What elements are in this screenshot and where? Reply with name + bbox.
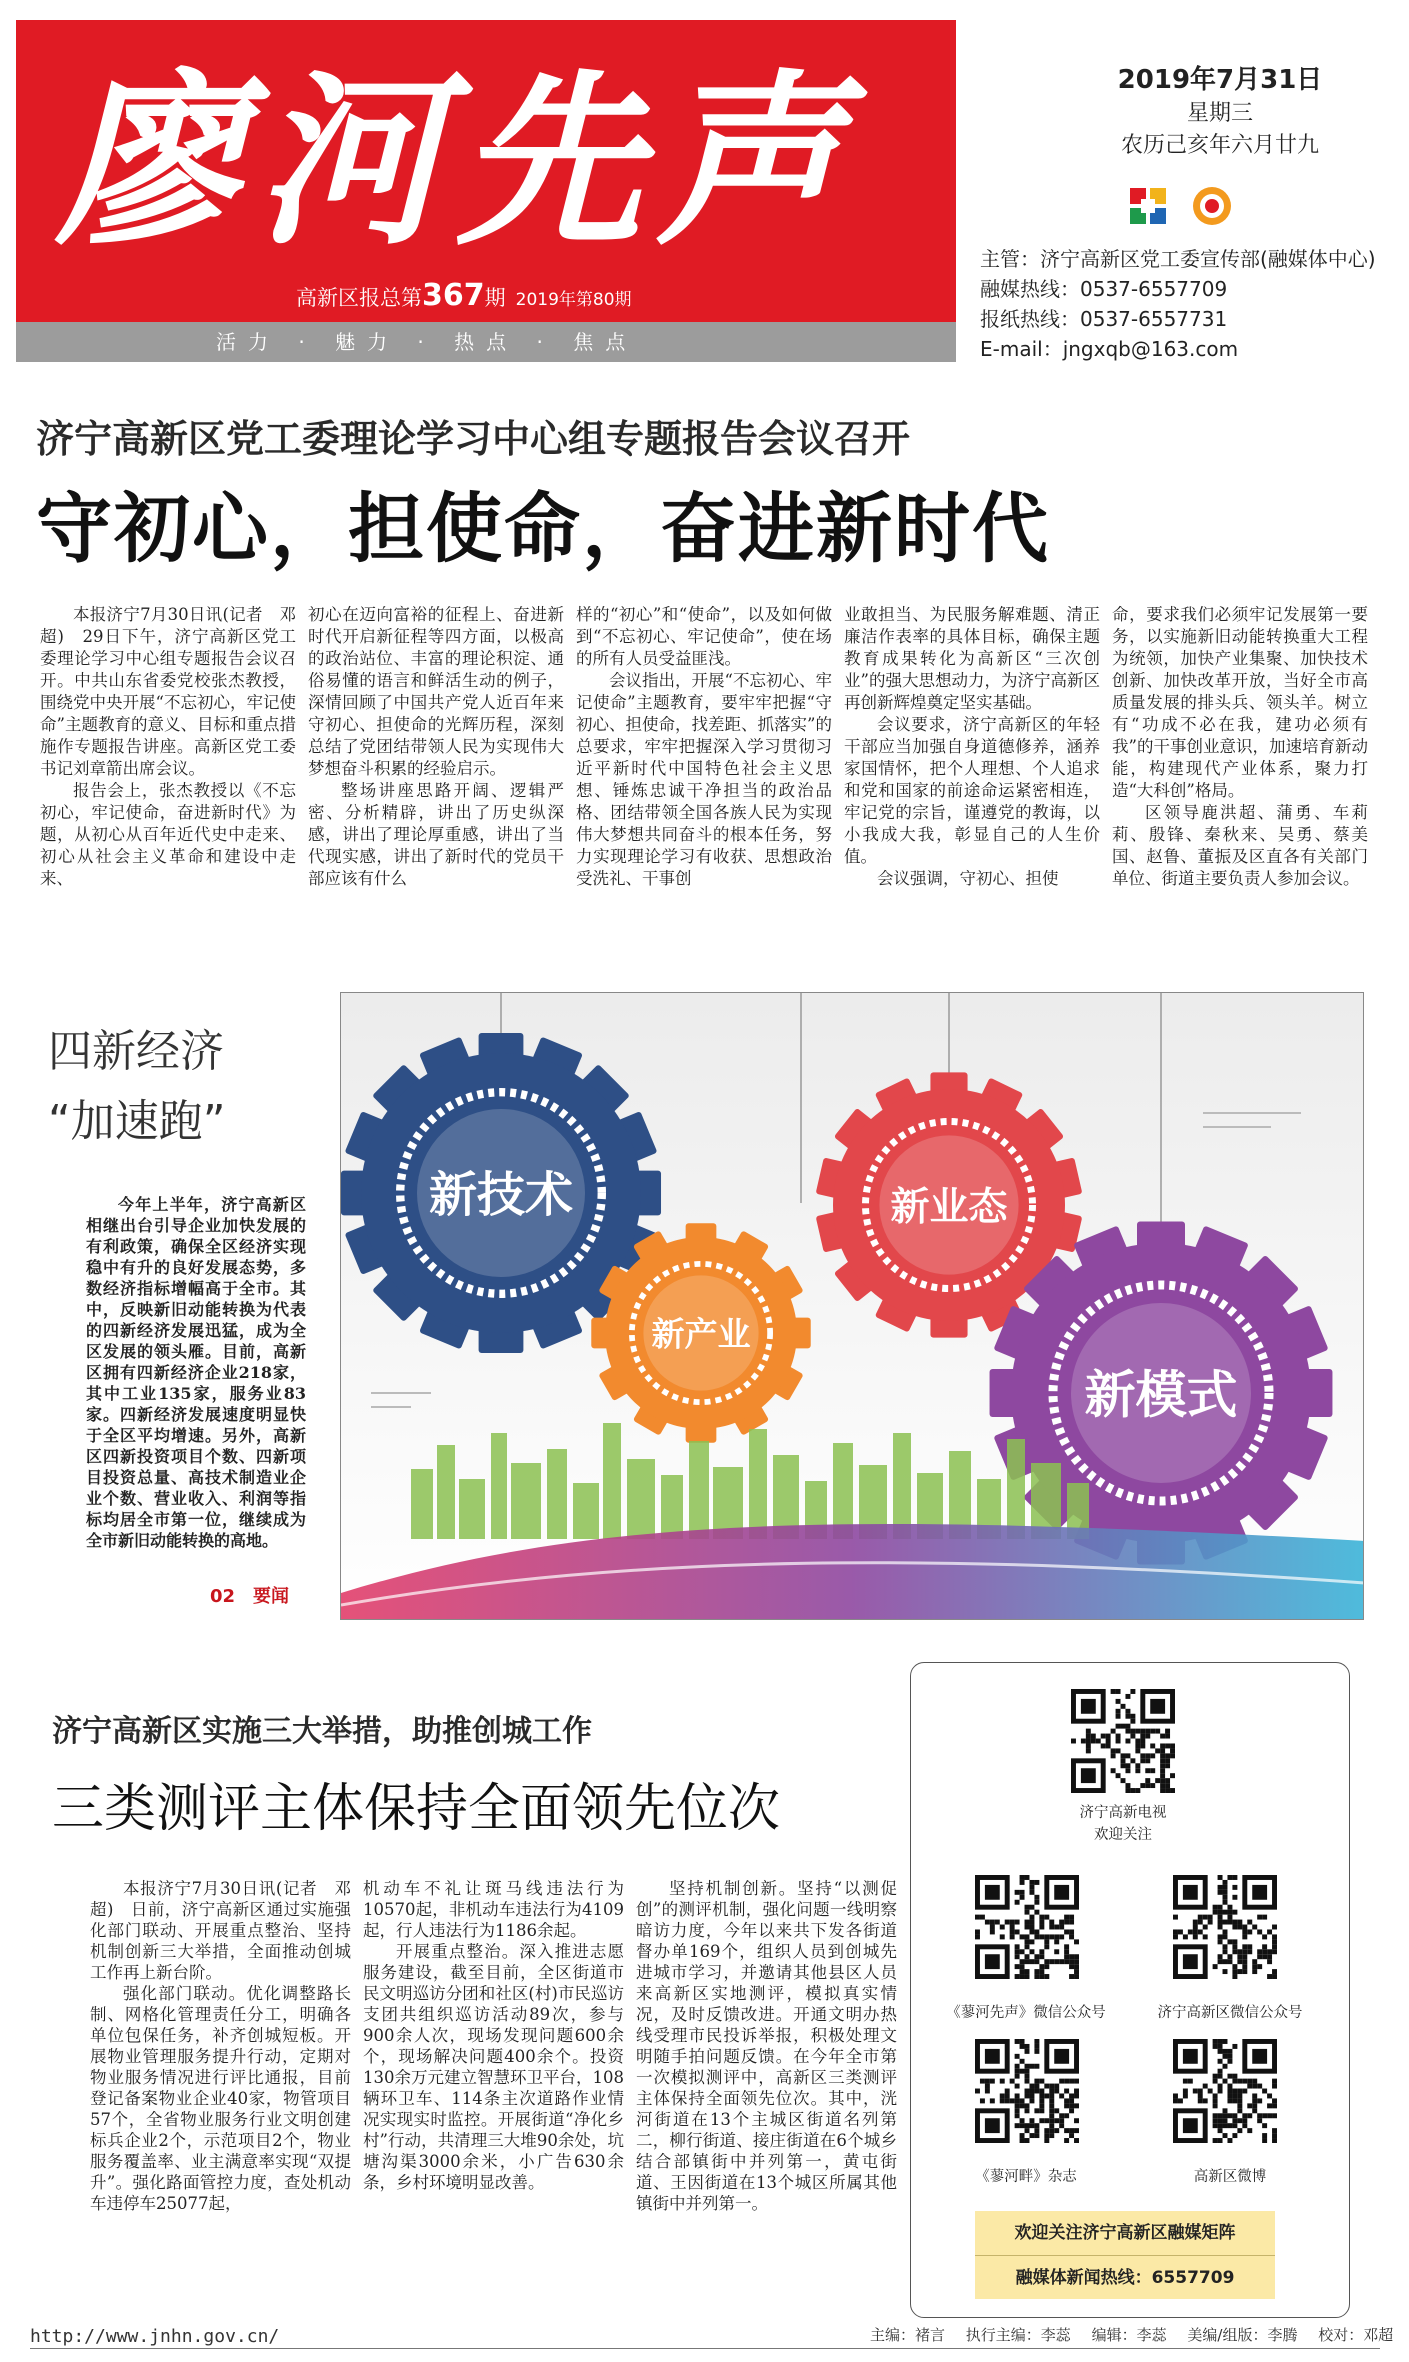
- paragraph: 样的“初心”和“使命”，以及如何做到“不忘初心、牢记使命”，使在场的所有人员受益匪浅。: [576, 605, 832, 668]
- paper-hotline: 报纸热线：0537-6557731: [980, 307, 1228, 331]
- editor: 编辑：李蕊: [1091, 2326, 1167, 2344]
- issue-date: 2019年7月31日: [1117, 65, 1323, 95]
- story1-column: [1106, 604, 1374, 948]
- proofreader: 校对：邓超: [1318, 2326, 1394, 2344]
- magazine-qr-code-icon[interactable]: [975, 2039, 1079, 2143]
- gear-label: 新技术: [428, 1167, 574, 1224]
- tv-qr-code-icon[interactable]: [1071, 1689, 1175, 1793]
- paragraph: 机动车不礼让斑马线违法行为10570起，非机动车违法行为4109起，行人违法行为1186余起。: [363, 1879, 624, 1940]
- gear-label: 新产业: [651, 1314, 751, 1354]
- paragraph: 本报济宁7月30日讯(记者 邓超) 日前，济宁高新区通过实施强化部门联动、开展重点整治、坚持机制创新三大举措，全面推动创城工作再上新台阶。: [90, 1879, 351, 1982]
- paragraph: 本报济宁7月30日讯(记者 邓超) 29日下午，济宁高新区党工委理论学习中心组专题报告会议召开。中共山东省委党校张杰教授，围绕党中央开展“不忘初心，牢记使命”主题教育的意义、目标和重点措施作专题报告讲座。高新区党工委书记刘章箭出席会议。: [40, 605, 296, 778]
- story1-body: [34, 604, 1374, 948]
- story1-column: [570, 604, 838, 948]
- issue-info: [296, 278, 632, 313]
- paragraph: 命，要求我们必须牢记发展第一要务，以实施新旧动能转换重大工程为统领，加快产业集聚、加快技术创新、加快改革开放，当好全市高质量发展的排头兵、领头羊。树立有“功成不必在我，建功必须有我”的干事创业意识，加速培育新动能，构建现代产业体系，聚力打造“大科创”格局。: [1112, 605, 1368, 800]
- story1-column: [838, 604, 1106, 948]
- story2-headline: 三类测评主体保持全面领先位次: [52, 1779, 781, 1839]
- story2-column: [84, 1878, 357, 2298]
- paragraph: 强化部门联动。优化调整路长制、网格化管理责任分工，明确各单位包保任务，补齐创城短板。开展物业管理服务提升行动，定期对物业服务情况进行评比通报，目前登记备案物业企业40家，物管项目57个，全省物业服务行业文明创建标兵企业2个，示范项目2个，物业服务覆盖率、业主满意率实现“双提升”。强化路面管控力度，查处机动车违停车25077起，: [90, 1984, 351, 2213]
- gear-illustration: [341, 993, 1364, 1620]
- wechat-qr-label: 《蓼河先声》微信公众号: [946, 2005, 1106, 2021]
- year-issue: 2019年第80期: [515, 290, 632, 310]
- media-matrix-banner: [975, 2211, 1275, 2299]
- qr-pattern-icon: [1071, 1689, 1175, 1793]
- feature-text: 今年上半年，济宁高新区相继出台引导企业加快发展的有利政策，确保全区经济实现稳中有升的良好发展态势，多数经济指标增幅高于全市。其中，反映新旧动能转换为代表的四新经济发展迅猛，成为全区发展的领头雁。目前，高新区拥有四新经济企业218家，其中工业135家，服务业83家。四新经济发展速度明显快于全区平均增速。另外，高新区四新投资项目个数、四新项目投资总量、高技术制造业企业个数、营业收入、利润等指标均居全市第一位，继续成为全市新旧动能转换的高地。: [86, 1195, 306, 1550]
- slogan: 活力 · 魅力 · 热点 · 焦点: [216, 330, 638, 354]
- paragraph: 开展重点整治。深入推进志愿服务建设，截至目前，全区街道市民文明巡访分团和社区(村)市民巡访支团共组织巡访活动89次，参与900余人次，现场发现问题600余个，现场解决问题400余个。投资130余万元建立智慧环卫平台，108辆环卫车、114条主次道路作业情况实现实时监控。开展街道“净化乡村”行动，共清理三大堆90余处，坑塘沟渠3000余米，小广告630余条，乡村环境明显改善。: [363, 1942, 624, 2192]
- chief-editor: 主编：褚言: [870, 2326, 946, 2344]
- story2-body: [84, 1878, 904, 2298]
- issue-prefix: 高新区报总第: [296, 286, 422, 310]
- paragraph: 报告会上，张杰教授以《不忘初心，牢记使命，奋进新时代》为题，从初心从百年近代史中走来、初心从社会主义革命和建设中走来、: [40, 781, 296, 888]
- website-link[interactable]: http://www.jnhn.gov.cn/: [30, 2326, 280, 2347]
- wechat2-qr-label: 济宁高新区微信公众号: [1157, 2005, 1303, 2021]
- contact-info: [980, 244, 1376, 364]
- issue-number: 367: [422, 278, 485, 313]
- paragraph: 会议要求，济宁高新区的年轻干部应当加强自身道德修养，涵养家国情怀，把个人理想、个人追求和党和国家的前途命运紧密相连，牢记党的宗旨，谨遵党的教诲，以小我成大我，彰显自己的人生价值。: [844, 715, 1100, 866]
- masthead: [16, 20, 956, 362]
- email-line: E-mail：jngxqb@163.com: [980, 337, 1239, 361]
- qr-pattern-icon: [975, 2039, 1079, 2143]
- paragraph: 业敢担当、为民服务解难题、清正廉洁作表率的具体目标，确保主题教育成果转化为高新区“三次创业”的强大思想动力，为济宁高新区再创新辉煌奠定坚实基础。: [844, 605, 1100, 712]
- story1-column: [34, 604, 302, 948]
- banner-line1: 欢迎关注济宁高新区融媒矩阵: [1014, 2223, 1236, 2243]
- paragraph: 整场讲座思路开阔、逻辑严密、分析精辟，讲出了历史纵深感，讲出了理论厚重感，讲出了当代现实感，讲出了新时代的党员干部应该有什么: [308, 781, 564, 888]
- editor-credits: [870, 2324, 1409, 2345]
- tv-qr-label1: 济宁高新电视: [1079, 1805, 1167, 1821]
- gear-label: 新业态: [890, 1185, 1008, 1231]
- feature-title-line1: 四新经济: [48, 1026, 224, 1077]
- lunar-date: 农历己亥年六月廿九: [1120, 133, 1319, 158]
- media-matrix-box: [910, 1662, 1350, 2318]
- weibo-qr-label: 高新区微博: [1193, 2169, 1267, 2185]
- weibo-qr-code-icon[interactable]: [1173, 2039, 1277, 2143]
- designer: 美编/组版：李腾: [1187, 2326, 1298, 2344]
- paragraph: 会议强调，守初心、担使: [877, 869, 1059, 888]
- wechat-qr-code-icon[interactable]: [975, 1875, 1079, 1979]
- paragraph: 坚持机制创新。坚持“以测促创”的测评机制，强化问题一线明察暗访力度，今年以来共下发各街道督办单169个，组织人员到创城先进城市学习，并邀请其他县区人员来高新区实地测评，模拟真实情况，及时反馈改进。开通文明办热线受理市民投诉举报，积极处理文明随手拍问题反馈。在今年全市第一次模拟测评中，高新区三类测评主体保持全面领先位次。其中，洸河街道在13个主城区街道名列第二，柳行街道、接庄街道在6个城乡结合部镇街中并列第一，黄屯街道、王因街道在13个城区所属其他镇街中并列第一。: [636, 1879, 897, 2213]
- story2-column: [357, 1878, 630, 2298]
- qr-pattern-icon: [1173, 2039, 1277, 2143]
- magazine-qr-label: 《蓼河畔》杂志: [975, 2169, 1077, 2185]
- tv-qr-label2: 欢迎关注: [1094, 1827, 1152, 1843]
- qr-pattern-icon: [975, 1875, 1079, 1979]
- qr-pattern-icon: [1173, 1875, 1277, 1979]
- paragraph: 会议指出，开展“不忘初心、牢记使命”主题教育，要牢牢把握“守初心、担使命，找差距、抓落实”的总要求，牢牢把握深入学习贯彻习近平新时代中国特色社会主义思想、锤炼忠诚干净担当的政治品格、团结带领全国各族人民为实现伟大梦想共同奋斗的根本任务，努力实现理论学习有收获、思想政治受洗礼、干事创: [576, 671, 832, 888]
- tv-station-logo-icon: [1190, 184, 1234, 228]
- media-hotline: 融媒热线：0537-6557709: [980, 277, 1228, 301]
- story1-headline: 守初心，担使命，奋进新时代: [36, 484, 1050, 573]
- wechat2-qr-code-icon[interactable]: [1173, 1875, 1277, 1979]
- date-block: [1040, 64, 1400, 162]
- newspaper-title: 廖河先声: [56, 51, 857, 270]
- sponsor-line: 主管：济宁高新区党工委宣传部(融媒体中心): [980, 247, 1376, 271]
- executive-editor: 执行主编：李蕊: [965, 2326, 1071, 2344]
- paragraph: 区领导鹿洪超、蒲勇、车莉莉、殷锋、秦秋来、吴勇、蔡美国、赵鲁、董振及区直各有关部门单位、街道主要负责人参加会议。: [1112, 803, 1368, 888]
- weekday: 星期三: [1186, 101, 1253, 126]
- story1-column: [302, 604, 570, 948]
- party-media-logo-icon: [1126, 184, 1170, 228]
- story2-column: [630, 1878, 903, 2298]
- media-logos: [1126, 184, 1246, 230]
- footer-divider: [30, 2348, 1380, 2349]
- gear-label: 新模式: [1084, 1366, 1238, 1426]
- page-reference[interactable]: 02 要闻: [210, 1586, 290, 1607]
- story2-kicker: 济宁高新区实施三大举措，助推创城工作: [52, 1714, 592, 1749]
- banner-line2: 融媒体新闻热线：6557709: [1015, 2268, 1235, 2288]
- paragraph: 初心在迈向富裕的征程上、奋进新时代开启新征程等四方面，以极高的政治站位、丰富的理论积淀、通俗易懂的语言和鲜活生动的例子，深情回顾了中国共产党人近百年来守初心、担使命的光辉历程，深刻总结了党团结带领人民为实现伟大梦想奋斗积累的经验启示。: [308, 605, 564, 778]
- feature-title: [48, 1024, 226, 1150]
- feature-title-line2: “加速跑”: [48, 1096, 226, 1147]
- story1-kicker: 济宁高新区党工委理论学习中心组专题报告会议召开: [36, 417, 911, 461]
- four-new-economy-illustration: [340, 992, 1364, 1620]
- issue-suffix: 期: [484, 286, 506, 310]
